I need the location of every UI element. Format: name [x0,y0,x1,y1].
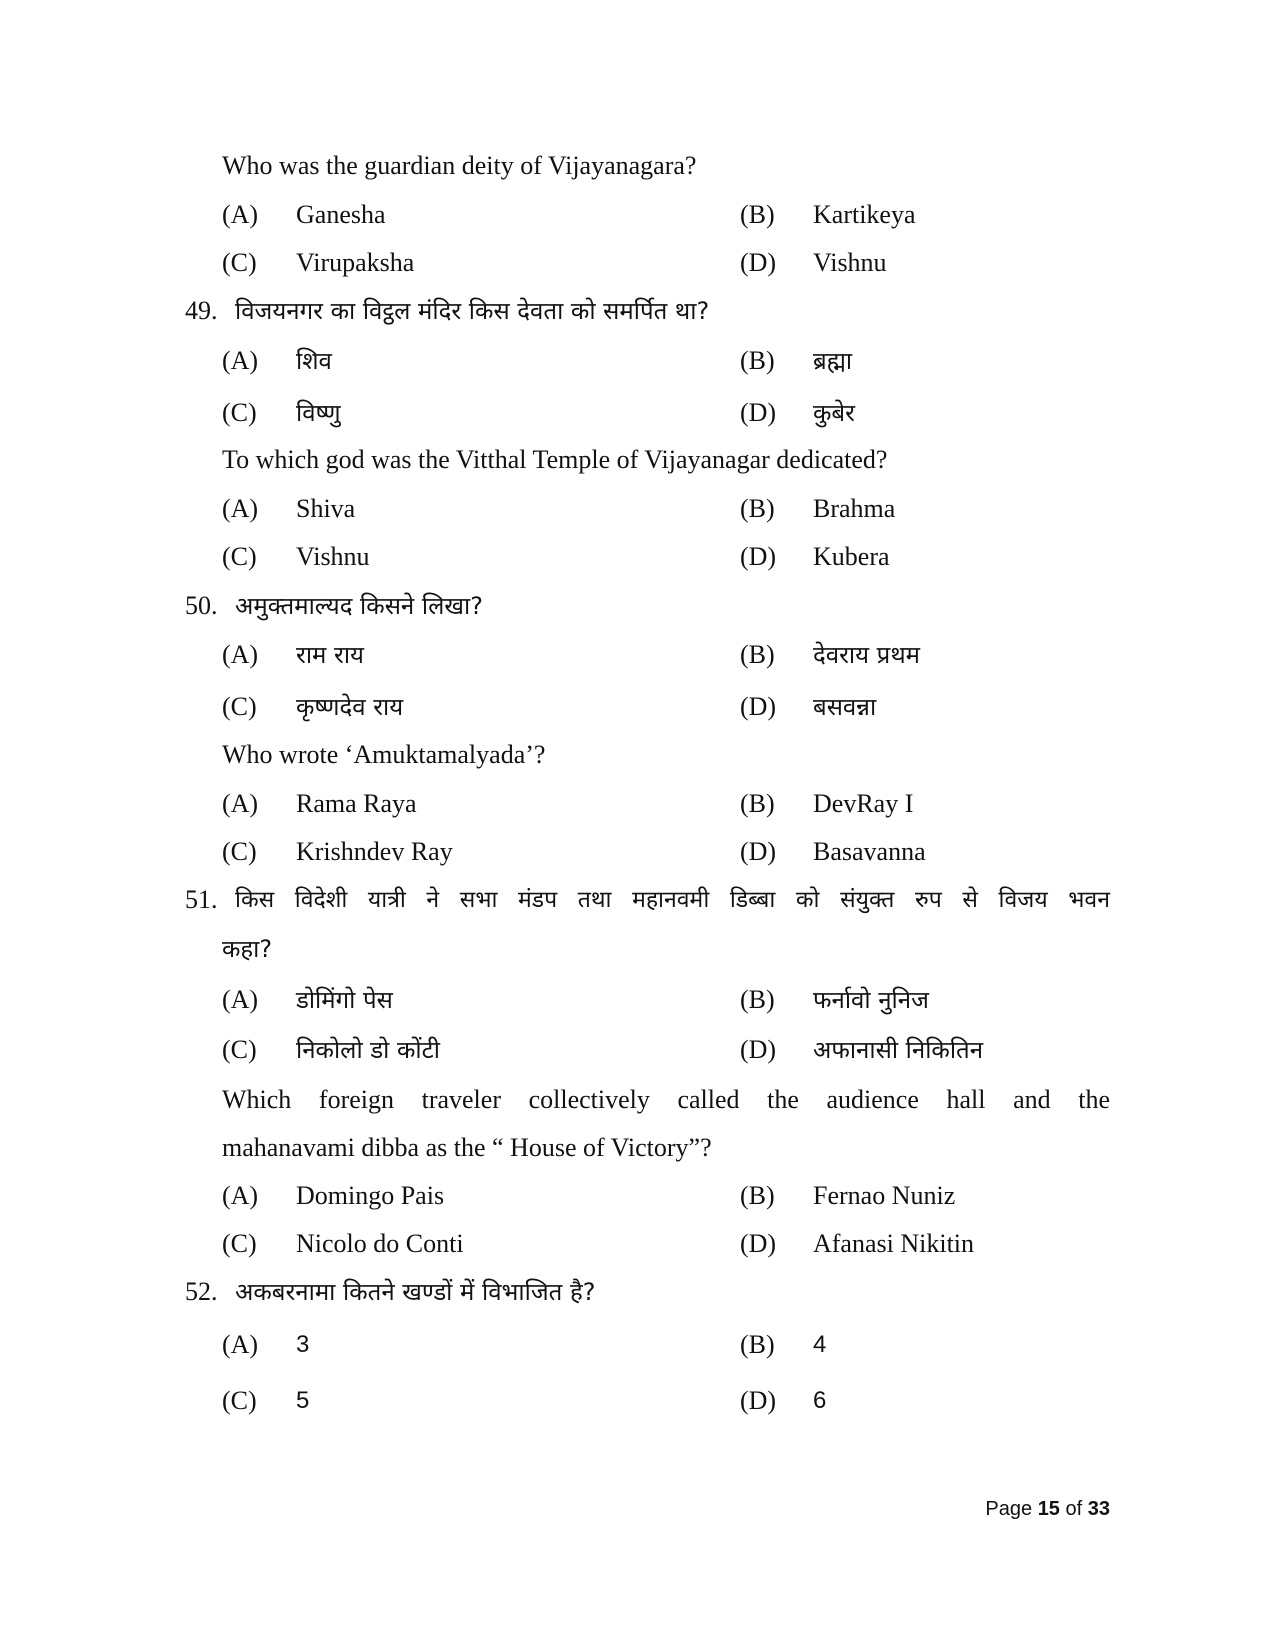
q52-number: 52. [185,1277,218,1306]
q50-hindi-text: अमुक्तमाल्यद किसने लिखा? [235,592,483,620]
q48-option-d-text: Vishnu [813,248,887,277]
q51-en-option-d-label: (D) [740,1229,777,1258]
q48-option-b-text: Kartikeya [813,200,916,229]
q48-english-text: Who was the guardian deity of Vijayanagara? [222,151,697,180]
q50-en-option-c-label: (C) [222,837,257,866]
q51-en-option-c-text: Nicolo do Conti [296,1229,464,1258]
q48-option-c-text: Virupaksha [296,248,415,277]
q49-en-option-b-label: (B) [740,494,775,523]
q52-option-b-text: 4 [813,1331,827,1358]
q49-hindi-text: विजयनगर का विट्ठल मंदिर किस देवता को समर्पित था? [235,297,710,325]
q51-hi-option-b-label: (B) [740,985,775,1014]
footer-current-page: 15 [1037,1498,1060,1520]
q51-hi-option-c-label: (C) [222,1035,257,1064]
q49-hi-option-d-text: कुबेर [813,399,855,427]
q50-hi-option-a-label: (A) [222,640,259,669]
q49-en-option-c-label: (C) [222,542,257,571]
q52-option-b-label: (B) [740,1330,775,1359]
q51-number: 51. [185,885,218,914]
q49-en-option-d-label: (D) [740,542,777,571]
q52-option-c-label: (C) [222,1386,257,1415]
q50-hi-option-d-text: बसवन्ना [813,693,877,721]
q49-hi-option-a-text: शिव [296,347,332,375]
q52-hindi-text: अकबरनामा कितने खण्डों में विभाजित है? [235,1278,596,1306]
q50-hi-option-c-label: (C) [222,692,257,721]
q51-hi-option-d-label: (D) [740,1035,777,1064]
q50-en-option-a-text: Rama Raya [296,789,417,818]
q52-option-d-text: 6 [813,1387,827,1414]
q50-en-option-c-text: Krishndev Ray [296,837,453,866]
q49-en-option-c-text: Vishnu [296,542,370,571]
q52-option-a-label: (A) [222,1330,259,1359]
q50-en-option-a-label: (A) [222,789,259,818]
q50-english-text: Who wrote ‘Amuktamalyada’? [222,740,546,769]
q51-hi-option-d-text: अफानासी निकितिन [813,1036,984,1064]
q51-hindi-text-line2: कहा? [222,935,273,963]
q51-en-option-b-label: (B) [740,1181,775,1210]
q51-en-option-a-label: (A) [222,1181,259,1210]
q52-option-a-text: 3 [296,1331,310,1358]
q50-hi-option-a-text: राम राय [296,641,364,669]
footer-total-pages: 33 [1087,1498,1110,1520]
q52-option-d-label: (D) [740,1386,777,1415]
q51-hindi-text-line1: किस विदेशी यात्री ने सभा मंडप तथा महानवमी डिब्बा को संयुक्त रुप से विजय भवन [235,887,1110,913]
q49-en-option-d-text: Kubera [813,542,890,571]
q51-en-option-a-text: Domingo Pais [296,1181,445,1210]
q50-hi-option-b-label: (B) [740,640,775,669]
q50-hi-option-d-label: (D) [740,692,777,721]
q49-hi-option-d-label: (D) [740,398,777,427]
q49-hi-option-a-label: (A) [222,346,259,375]
q49-hi-option-c-label: (C) [222,398,257,427]
q48-option-d-label: (D) [740,248,777,277]
page-footer [985,1497,1110,1521]
q50-number: 50. [185,591,218,620]
q49-number: 49. [185,296,218,325]
q50-en-option-d-label: (D) [740,837,777,866]
q51-en-option-c-label: (C) [222,1229,257,1258]
q48-option-b-label: (B) [740,200,775,229]
q50-en-option-d-text: Basavanna [813,837,926,866]
q51-hi-option-b-text: फर्नावो नुनिज [813,986,929,1014]
footer-prefix: Page [985,1498,1033,1520]
q49-en-option-b-text: Brahma [813,494,896,523]
q49-en-option-a-label: (A) [222,494,259,523]
q49-hi-option-b-text: ब्रह्मा [813,347,853,375]
q51-english-text-line1: Which foreign traveler collectively called the audience hall and the [222,1085,1110,1114]
q49-en-option-a-text: Shiva [296,494,356,523]
q51-en-option-d-text: Afanasi Nikitin [813,1229,975,1258]
q50-en-option-b-text: DevRay I [813,789,914,818]
q52-option-c-text: 5 [296,1387,310,1414]
q49-hi-option-c-text: विष्णु [296,399,341,427]
q49-english-text: To which god was the Vitthal Temple of Vijayanagar dedicated? [222,445,888,474]
q49-hi-option-b-label: (B) [740,346,775,375]
q51-hi-option-c-text: निकोलो डो कोंटी [296,1036,440,1064]
q50-hi-option-b-text: देवराय प्रथम [813,641,921,669]
q48-option-a-label: (A) [222,200,259,229]
q50-en-option-b-label: (B) [740,789,775,818]
q51-en-option-b-text: Fernao Nuniz [813,1181,956,1210]
q48-option-a-text: Ganesha [296,200,386,229]
q48-option-c-label: (C) [222,248,257,277]
footer-separator: of [1065,1498,1083,1520]
q50-hi-option-c-text: कृष्णदेव राय [296,693,404,721]
q51-hi-option-a-label: (A) [222,985,259,1014]
q51-hi-option-a-text: डोमिंगो पेस [296,986,393,1014]
q51-english-text-line2: mahanavami dibba as the “ House of Victory”? [222,1133,712,1162]
